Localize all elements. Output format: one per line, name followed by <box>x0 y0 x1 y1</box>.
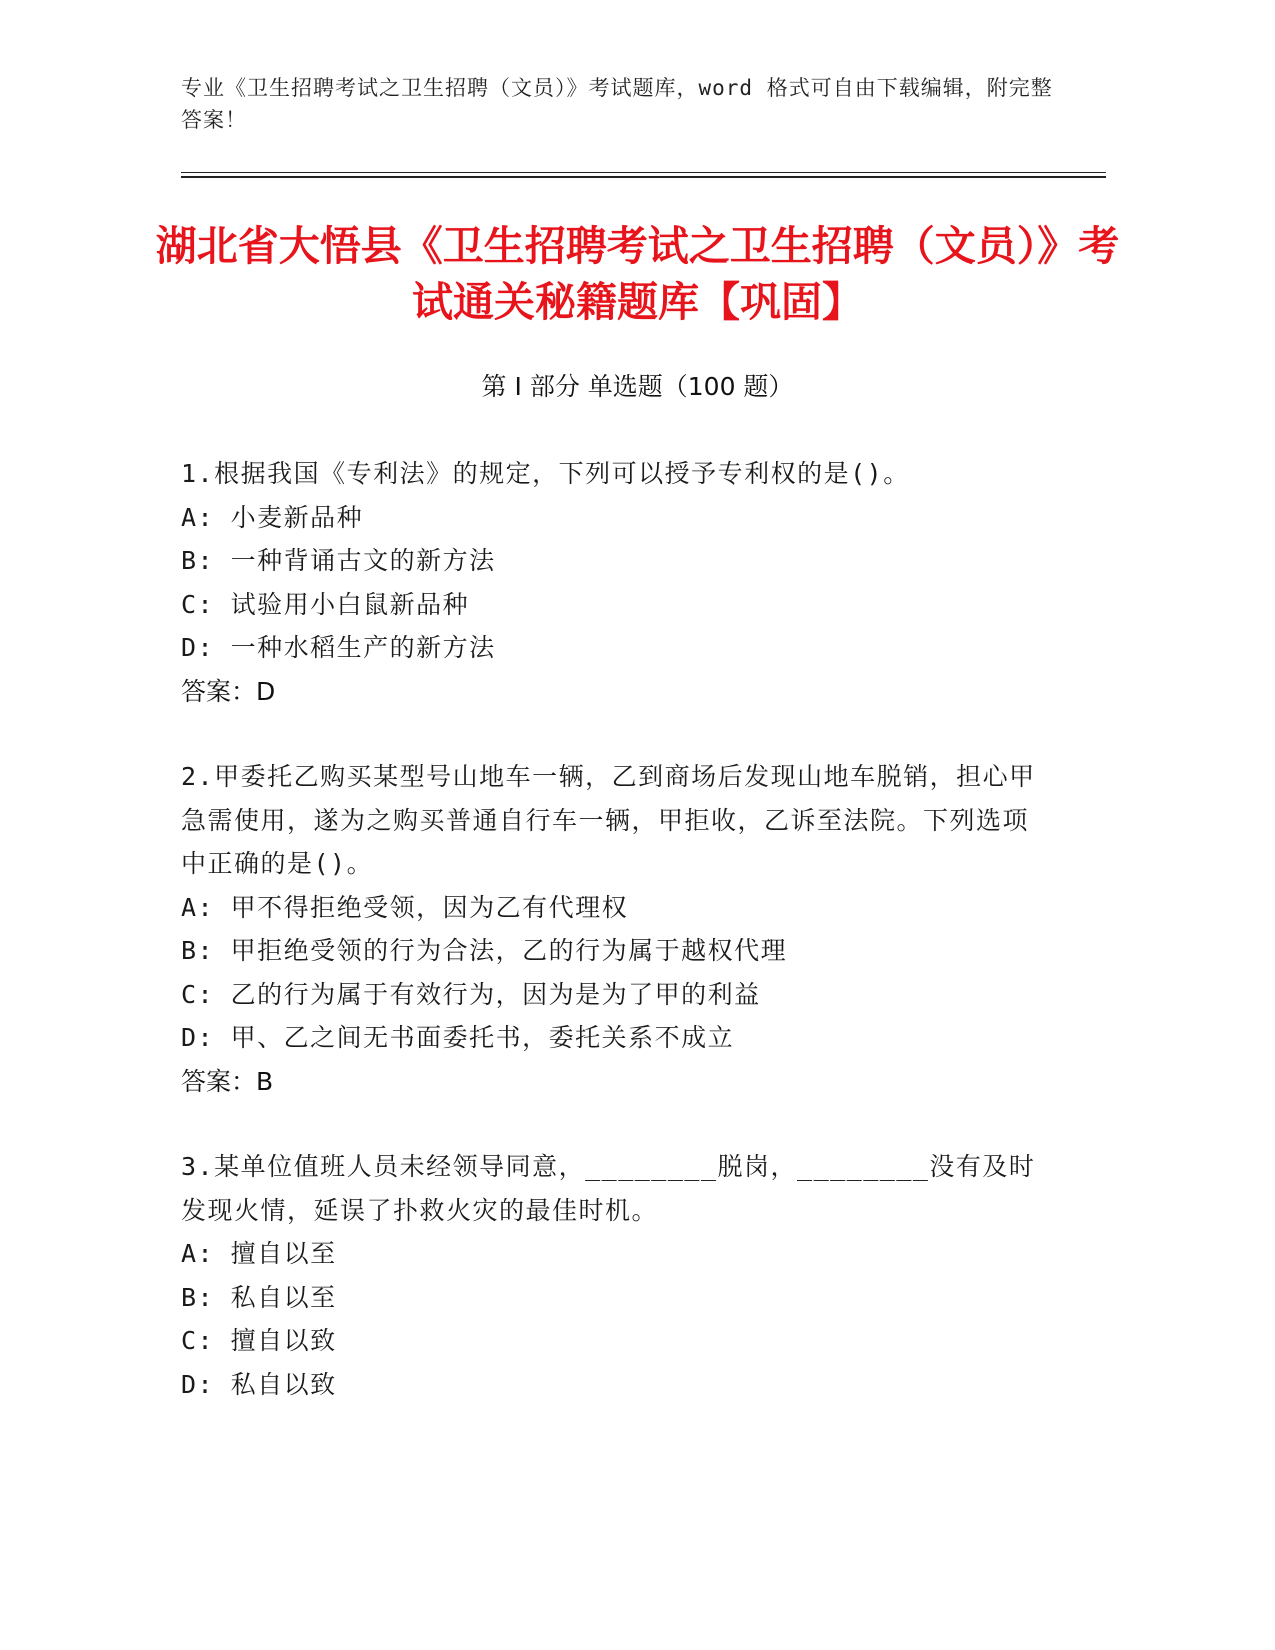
option-d <box>181 1016 1041 1060</box>
option-text: 私自以致 <box>230 1369 337 1399</box>
option-a <box>181 886 1041 930</box>
answer-line: 答案：B <box>181 1066 274 1096</box>
question-2 <box>181 755 1041 1103</box>
option-a <box>181 496 1041 540</box>
answer-line: 答案：D <box>181 676 276 706</box>
option-letter: A: <box>181 1239 215 1268</box>
question-stem: 3.某单位值班人员未经领导同意，________脱岗，________没有及时发现火情，延误了扑救火灾的最佳时机。 <box>181 1152 1036 1225</box>
option-b <box>181 929 1041 973</box>
option-text: 一种背诵古文的新方法 <box>230 546 496 575</box>
option-c <box>181 583 1041 627</box>
header-note: 专业《卫生招聘考试之卫生招聘（文员）》考试题库，word 格式可自由下载编辑，附完整答案！ <box>181 76 1053 132</box>
option-letter: C: <box>181 1326 215 1355</box>
question-list <box>181 452 1041 1448</box>
document-title: 湖北省大悟县《卫生招聘考试之卫生招聘（文员）》考试通关秘籍题库【巩固】 <box>155 222 1120 326</box>
option-text: 甲拒绝受领的行为合法，乙的行为属于越权代理 <box>230 936 788 965</box>
option-c <box>181 973 1041 1017</box>
option-letter: D: <box>181 1369 215 1399</box>
option-text: 小麦新品种 <box>230 502 364 532</box>
option-text: 一种水稻生产的新方法 <box>230 633 496 662</box>
option-text: 甲、乙之间无书面委托书，委托关系不成立 <box>230 1023 735 1052</box>
option-letter: A: <box>181 502 215 532</box>
question-3 <box>181 1145 1041 1406</box>
question-stem: 1.根据我国《专利法》的规定，下列可以授予专利权的是()。 <box>181 459 910 488</box>
option-d <box>181 626 1041 670</box>
option-c <box>181 1319 1041 1363</box>
header-rule-thick <box>181 176 1106 178</box>
option-letter: A: <box>181 892 215 922</box>
option-text: 擅自以至 <box>230 1239 337 1268</box>
option-letter: B: <box>181 546 215 575</box>
option-a <box>181 1232 1041 1276</box>
option-text: 乙的行为属于有效行为，因为是为了甲的利益 <box>230 979 761 1009</box>
header-rule-thin <box>181 172 1106 173</box>
question-stem: 2.甲委托乙购买某型号山地车一辆，乙到商场后发现山地车脱销，担心甲急需使用，遂为之购买普通自行车一辆，甲拒收，乙诉至法院。下列选项中正确的是()。 <box>181 762 1036 878</box>
option-text: 试验用小白鼠新品种 <box>230 589 470 619</box>
option-text: 私自以至 <box>230 1282 337 1312</box>
section-heading: 第 I 部分 单选题（100 题） <box>481 372 794 401</box>
option-text: 甲不得拒绝受领，因为乙有代理权 <box>230 892 629 922</box>
option-letter: C: <box>181 979 215 1009</box>
option-letter: D: <box>181 633 215 662</box>
option-letter: B: <box>181 936 215 965</box>
option-b <box>181 539 1041 583</box>
option-b <box>181 1276 1041 1320</box>
option-letter: B: <box>181 1282 215 1312</box>
option-text: 擅自以致 <box>230 1326 337 1355</box>
option-letter: D: <box>181 1023 215 1052</box>
question-1 <box>181 452 1041 713</box>
option-letter: C: <box>181 589 215 619</box>
option-d <box>181 1363 1041 1407</box>
